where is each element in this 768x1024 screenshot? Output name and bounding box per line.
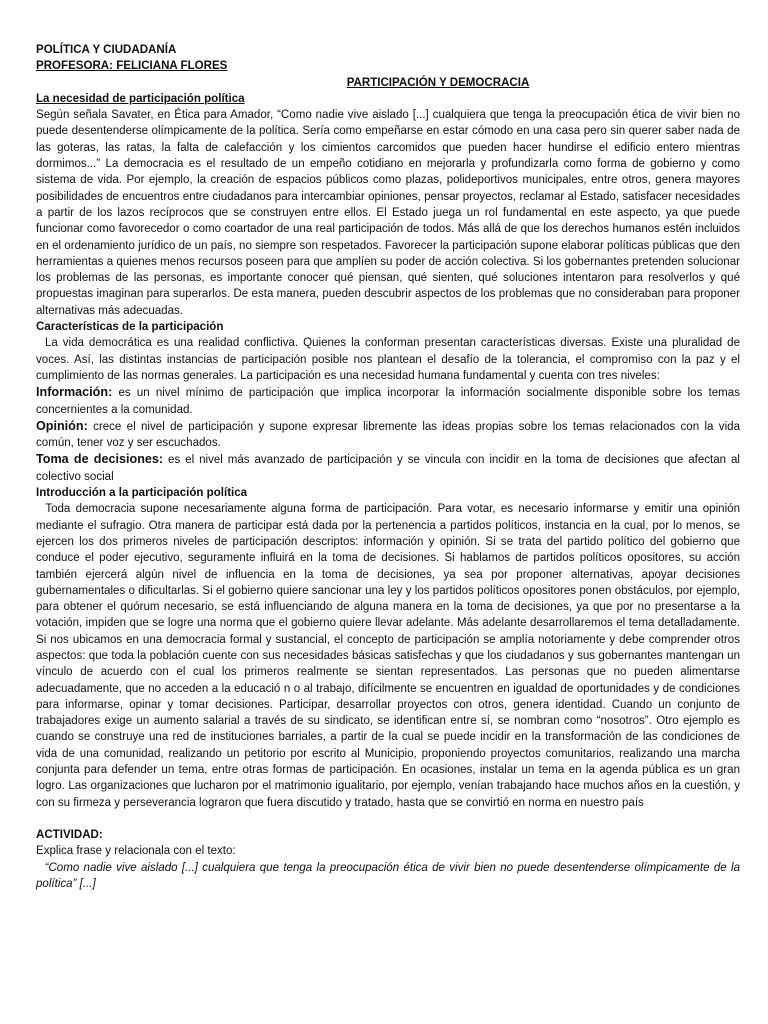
characteristics-text: La vida democrática es una realidad conflictiva. Quienes la conforman presentan características diversas. Existe una pluralidad de voces. Así, las distintas instancias de participación posible nos plantean el desafío de la tolerancia, el compromiso con la paz y el cumplimiento de las normas generales. La participación es una necesidad humana fundamental y cuenta con tres niveles: [36,337,740,382]
level-term: Toma de decisiones: [36,452,164,467]
section-body-need-participation: Según señala Savater, en Ética para Amador, “Como nadie vive aislado [...] cualquiera que tenga la preocupación ética de vivir bien no puede desentenderse olímpicamente de la política. Sería como empeñarse en estar cómodo en una casa pero sin querer saber nada de las goteras, las ratas, la falta de calefacción y los cimientos carcomidos que pueden hacer hundirse el edificio entero mientras dormimos...” La democracia es el resultado de un empeño cotidiano en mejorarla y profundizarla como forma de gobierno y como sistema de vida. Por ejemplo, la creación de espacios públicos como plazas, polideportivos municipales, entre otros, genera mayores posibilidades de encuentros entre ciudadanos para intercambiar opiniones, pensar proyectos, reclamar al Estado, satisfacer necesidades a partir de los lazos recíprocos que se construyen entre ellos. El Estado juega un rol fundamental en este aspecto, ya que puede funcionar como favorecedor o como coartador de una real participación de todos. Más allá de que los derechos humanos estén incluidos en el ordenamiento jurídico de un país, no siempre son respetados. Favorecer la participación supone elaborar políticas públicas que den herramientas a quienes menos recursos poseen para que amplíen su poder de acción colectiva. Si los gobernantes pretenden solucionar los problemas de las personas, es importante conocer qué piensan, qué sienten, qué soluciones intentaron para resolverlos y qué propuestas imaginan para superarlos. De esta manera, pueden descubrir aspectos de los problemas que no consideraban para proponer alternativas más adecuadas. [36,109,740,317]
level-decisions [36,451,740,485]
teacher-heading: PROFESORA: FELICIANA FLORES [36,60,228,73]
level-opinion [36,418,740,452]
level-text: crece el nivel de participación y supone expresar libremente las ideas propias sobre los temas relacionados con la vida común, tener voz y ser escuchados. [36,420,740,450]
level-information [36,384,740,418]
activity-quote-text: “Como nadie vive aislado [...] cualquiera que tenga la preocupación ética de vivir bien no puede desentenderse olímpicamente de la política” [...] [36,861,740,890]
document-title: PARTICIPACIÓN Y DEMOCRACIA [346,76,530,89]
introduction-text: Toda democracia supone necesariamente alguna forma de participación. Para votar, es necesario informarse y emitir una opinión mediante el sufragio. Otra manera de participar está dada por la pertenencia a partidos políticos, instancia en la cual, por lo menos, se ejercen los dos primeros niveles de participación descriptos: información y opinión. Si se trata del partido político del gobierno que conduce el poder ejecutivo, seguramente influirá en la toma de decisiones. Si hablamos de partidos políticos opositores, su acción también ejercerá algún nivel de influencia en la toma de decisiones, ya sea por proponer alternativas, apoyar decisiones gubernamentales o dificultarlas. Si el gobierno quiere sancionar una ley y los partidos políticos opositores ponen obstáculos, por ejemplo, para obtener el quórum necesario, se está influenciando de alguna manera en la toma de decisiones, ya que por no presentarse a la votación, impiden que se logre una norma que el gobierno quiere llevar adelante. Más adelante desarrollaremos el tema detalladamente. Si nos ubicamos en una democracia formal y sustancial, el concepto de participación se amplía notoriamente y debe comprender otros aspectos: que toda la población cuente con sus necesidades básicas satisfechas y que los ciudadanos y sus gobernantes mantengan un vínculo de acuerdo con el cual los primeros realmente se sientan representados. Las personas que no pueden alimentarse adecuadamente, que no acceden a la educació n o al trabajo, difícilmente se encuentren en igualdad de oportunidades y de condiciones para informarse, opinar y tomar decisiones. Participar, desarrollar proyectos con otros, genera identidad. Cuando un conjunto de trabajadores exige un aumento salarial a través de su sindicato, se identifican entre sí, se nombran como “nosotros”. Otro ejemplo es cuando se construye una red de instituciones barriales, a partir de la cual se puede incidir en la transformación de las condiciones de vida de una comunidad, realizando un petitorio por escrito al Municipio, proponiendo proyectos comunitarios, realizando una marcha conjunta para defender un tema, entre otras formas de participación. En ocasiones, instalar un tema en la agenda pública es un gran logro. Las organizaciones que lucharon por el matrimonio igualitario, por ejemplo, venían trabajando hace muchos años en la cuestión, y con su firmeza y perseverancia lograron que fuera discutido y tratado, hasta que se convirtió en norma en nuestro país [36,503,740,809]
section-heading-characteristics: Características de la participación [36,321,224,334]
subject-heading: POLÍTICA Y CIUDADANÍA [36,44,177,56]
level-term: Información: [36,385,113,400]
section-heading-introduction: Introducción a la participación política [36,487,248,500]
level-text: es un nivel mínimo de participación que implica incorporar la información socialmente disponible sobre los temas concernientes a la comunidad. [36,387,740,416]
activity-quote [36,860,740,893]
activity-heading: ACTIVIDAD: [36,828,103,841]
spacer [36,811,740,827]
section-body-introduction [36,501,740,811]
section-body-characteristics [36,335,740,384]
section-heading-need-participation: La necesidad de participación política [36,92,245,105]
activity-instruction: Explica frase y relacionala con el texto: [36,845,236,858]
level-text: es el nivel más avanzado de participación y se vincula con incidir en la toma de decisiones que afectan al colectivo social [36,454,740,483]
level-term: Opinión: [36,418,88,433]
